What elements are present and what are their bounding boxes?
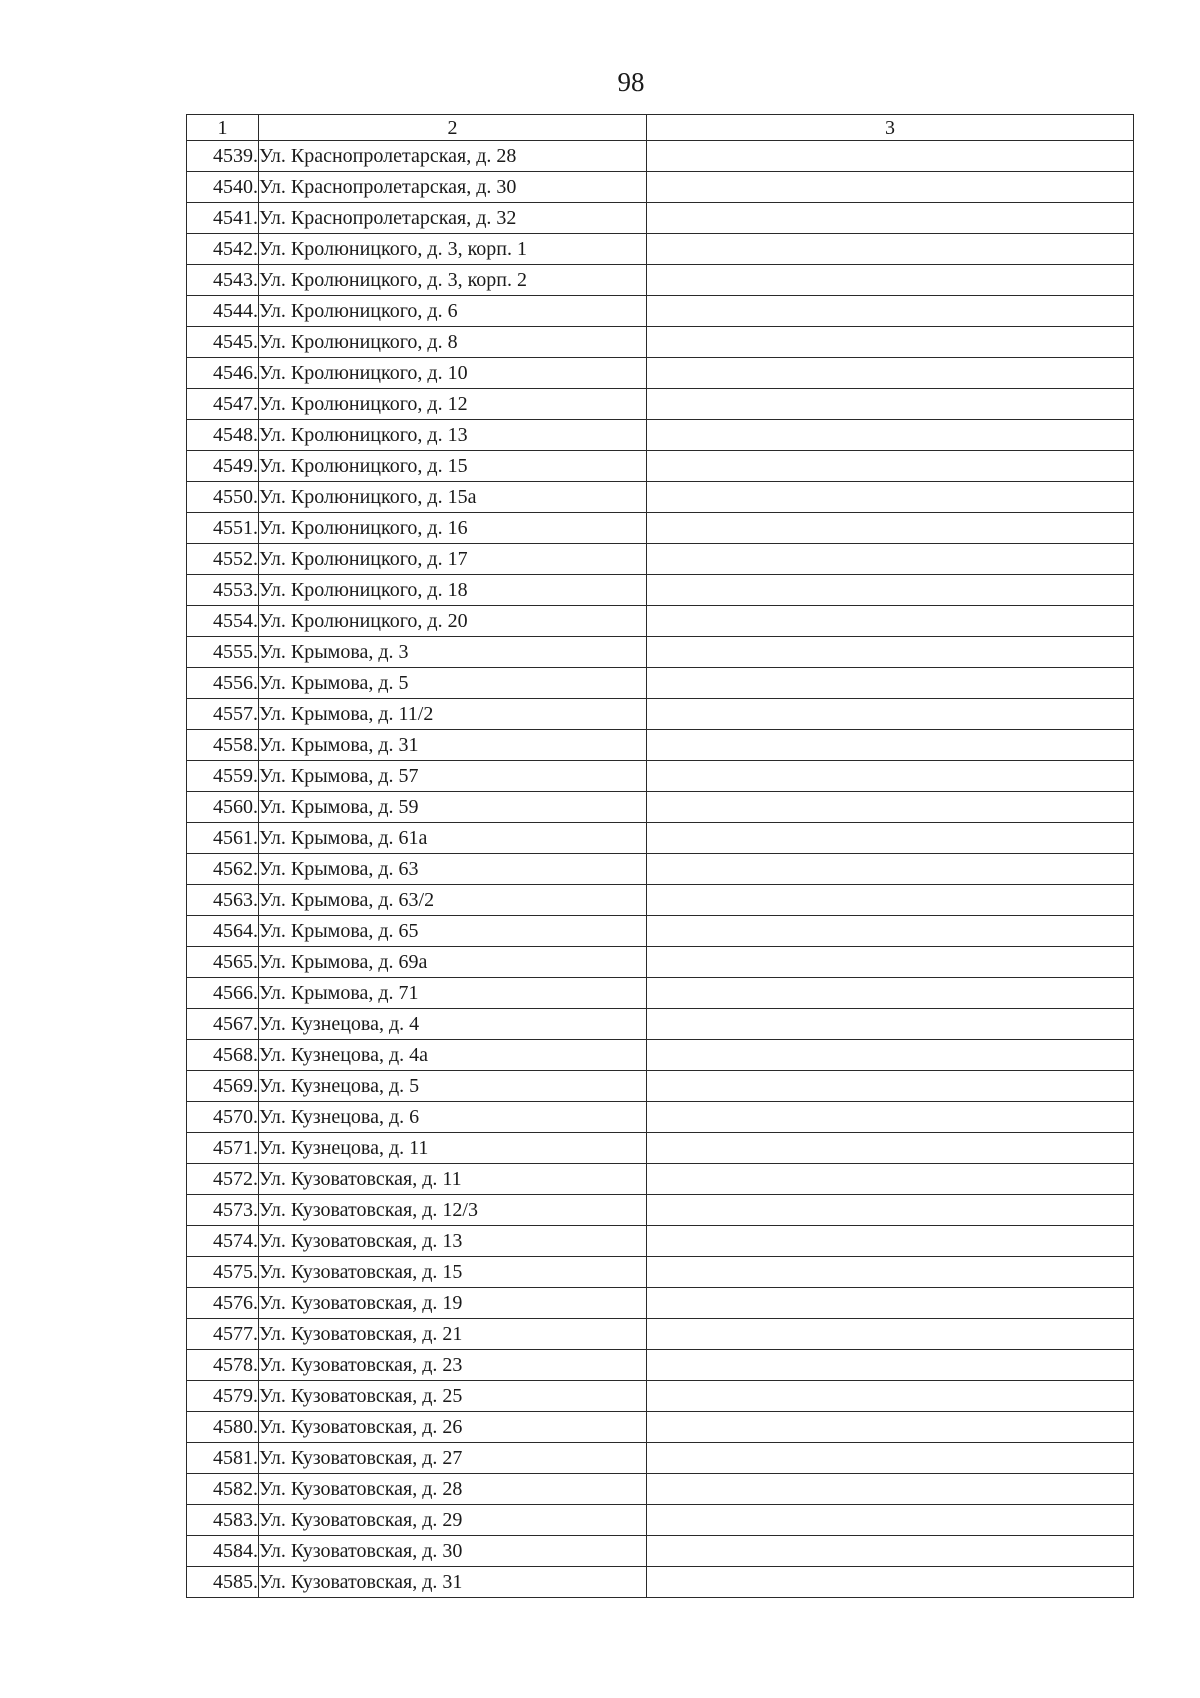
row-column-3 (647, 1412, 1134, 1443)
row-number: 4551. (187, 513, 259, 544)
table-row (187, 606, 1134, 637)
row-column-3 (647, 1288, 1134, 1319)
row-column-3 (647, 482, 1134, 513)
row-address: Ул. Кролюницкого, д. 3, корп. 1 (259, 234, 647, 265)
row-address: Ул. Кролюницкого, д. 3, корп. 2 (259, 265, 647, 296)
row-column-3 (647, 916, 1134, 947)
row-address: Ул. Кролюницкого, д. 17 (259, 544, 647, 575)
row-number: 4580. (187, 1412, 259, 1443)
row-number: 4568. (187, 1040, 259, 1071)
row-number: 4566. (187, 978, 259, 1009)
row-address: Ул. Кузоватовская, д. 28 (259, 1474, 647, 1505)
row-number: 4560. (187, 792, 259, 823)
row-number: 4583. (187, 1505, 259, 1536)
row-number: 4559. (187, 761, 259, 792)
row-number: 4565. (187, 947, 259, 978)
address-table (186, 114, 1134, 1598)
row-column-3 (647, 1350, 1134, 1381)
table-row (187, 575, 1134, 606)
row-column-3 (647, 730, 1134, 761)
row-address: Ул. Кролюницкого, д. 15а (259, 482, 647, 513)
table-row (187, 327, 1134, 358)
row-address: Ул. Кузнецова, д. 6 (259, 1102, 647, 1133)
row-address: Ул. Кузоватовская, д. 30 (259, 1536, 647, 1567)
row-address: Ул. Кузнецова, д. 4 (259, 1009, 647, 1040)
row-address: Ул. Кузоватовская, д. 25 (259, 1381, 647, 1412)
row-column-3 (647, 451, 1134, 482)
row-address: Ул. Крымова, д. 71 (259, 978, 647, 1009)
row-number: 4570. (187, 1102, 259, 1133)
row-column-3 (647, 1505, 1134, 1536)
row-column-3 (647, 327, 1134, 358)
table-row (187, 823, 1134, 854)
row-column-3 (647, 141, 1134, 172)
row-address: Ул. Кузоватовская, д. 11 (259, 1164, 647, 1195)
row-address: Ул. Кролюницкого, д. 18 (259, 575, 647, 606)
page-number: 98 (617, 67, 645, 97)
table-row (187, 730, 1134, 761)
row-number: 4553. (187, 575, 259, 606)
row-column-3 (647, 1071, 1134, 1102)
row-column-3 (647, 296, 1134, 327)
row-column-3 (647, 1195, 1134, 1226)
row-number: 4569. (187, 1071, 259, 1102)
table-header-row (187, 115, 1134, 141)
table-row (187, 141, 1134, 172)
table-row (187, 761, 1134, 792)
row-column-3 (647, 1319, 1134, 1350)
row-address: Ул. Кузоватовская, д. 29 (259, 1505, 647, 1536)
table-row (187, 234, 1134, 265)
row-number: 4546. (187, 358, 259, 389)
row-address: Ул. Кузоватовская, д. 26 (259, 1412, 647, 1443)
table-row (187, 482, 1134, 513)
row-number: 4567. (187, 1009, 259, 1040)
table-row (187, 637, 1134, 668)
table-row (187, 1102, 1134, 1133)
table-row (187, 1009, 1134, 1040)
row-column-3 (647, 358, 1134, 389)
row-column-3 (647, 1133, 1134, 1164)
row-number: 4562. (187, 854, 259, 885)
row-column-3 (647, 575, 1134, 606)
row-number: 4558. (187, 730, 259, 761)
row-address: Ул. Кузнецова, д. 11 (259, 1133, 647, 1164)
row-number: 4556. (187, 668, 259, 699)
row-number: 4577. (187, 1319, 259, 1350)
row-address: Ул. Кролюницкого, д. 6 (259, 296, 647, 327)
table-row (187, 513, 1134, 544)
row-column-3 (647, 823, 1134, 854)
row-address: Ул. Кролюницкого, д. 16 (259, 513, 647, 544)
row-column-3 (647, 668, 1134, 699)
row-column-3 (647, 1567, 1134, 1598)
table-body (187, 141, 1134, 1598)
row-column-3 (647, 947, 1134, 978)
table-row (187, 1257, 1134, 1288)
table-row (187, 358, 1134, 389)
row-number: 4582. (187, 1474, 259, 1505)
row-column-3 (647, 513, 1134, 544)
row-column-3 (647, 1536, 1134, 1567)
row-address: Ул. Крымова, д. 69а (259, 947, 647, 978)
row-address: Ул. Кролюницкого, д. 15 (259, 451, 647, 482)
row-number: 4547. (187, 389, 259, 420)
row-number: 4557. (187, 699, 259, 730)
row-address: Ул. Краснопролетарская, д. 30 (259, 172, 647, 203)
table-row (187, 451, 1134, 482)
row-address: Ул. Кузоватовская, д. 31 (259, 1567, 647, 1598)
row-column-3 (647, 1474, 1134, 1505)
row-number: 4539. (187, 141, 259, 172)
row-number: 4573. (187, 1195, 259, 1226)
row-number: 4578. (187, 1350, 259, 1381)
row-address: Ул. Крымова, д. 59 (259, 792, 647, 823)
table-row (187, 792, 1134, 823)
row-number: 4543. (187, 265, 259, 296)
row-address: Ул. Крымова, д. 65 (259, 916, 647, 947)
row-column-3 (647, 637, 1134, 668)
row-address: Ул. Крымова, д. 11/2 (259, 699, 647, 730)
row-number: 4540. (187, 172, 259, 203)
row-number: 4561. (187, 823, 259, 854)
row-address: Ул. Крымова, д. 63 (259, 854, 647, 885)
row-number: 4554. (187, 606, 259, 637)
table-row (187, 1381, 1134, 1412)
table-row (187, 978, 1134, 1009)
row-column-3 (647, 1164, 1134, 1195)
row-address: Ул. Кузоватовская, д. 27 (259, 1443, 647, 1474)
row-number: 4571. (187, 1133, 259, 1164)
row-column-3 (647, 854, 1134, 885)
row-number: 4579. (187, 1381, 259, 1412)
table-row (187, 947, 1134, 978)
row-number: 4541. (187, 203, 259, 234)
table-row (187, 265, 1134, 296)
row-column-3 (647, 761, 1134, 792)
row-address: Ул. Крымова, д. 3 (259, 637, 647, 668)
row-address: Ул. Кролюницкого, д. 12 (259, 389, 647, 420)
row-address: Ул. Кузнецова, д. 4а (259, 1040, 647, 1071)
row-number: 4572. (187, 1164, 259, 1195)
column-header-3: 3 (647, 115, 1134, 141)
row-number: 4584. (187, 1536, 259, 1567)
row-number: 4555. (187, 637, 259, 668)
row-column-3 (647, 420, 1134, 451)
table-row (187, 1474, 1134, 1505)
row-number: 4549. (187, 451, 259, 482)
row-number: 4545. (187, 327, 259, 358)
table-row (187, 854, 1134, 885)
table-row (187, 1133, 1134, 1164)
row-address: Ул. Крымова, д. 63/2 (259, 885, 647, 916)
row-address: Ул. Кузоватовская, д. 15 (259, 1257, 647, 1288)
row-address: Ул. Кузнецова, д. 5 (259, 1071, 647, 1102)
row-column-3 (647, 172, 1134, 203)
row-number: 4581. (187, 1443, 259, 1474)
table-row (187, 668, 1134, 699)
row-address: Ул. Краснопролетарская, д. 32 (259, 203, 647, 234)
row-number: 4542. (187, 234, 259, 265)
row-number: 4585. (187, 1567, 259, 1598)
table-row (187, 916, 1134, 947)
row-column-3 (647, 699, 1134, 730)
row-column-3 (647, 1257, 1134, 1288)
table-row (187, 203, 1134, 234)
row-number: 4564. (187, 916, 259, 947)
row-column-3 (647, 885, 1134, 916)
row-column-3 (647, 234, 1134, 265)
row-column-3 (647, 1040, 1134, 1071)
table-row (187, 1505, 1134, 1536)
table-row (187, 389, 1134, 420)
row-address: Ул. Кролюницкого, д. 20 (259, 606, 647, 637)
row-address: Ул. Кролюницкого, д. 10 (259, 358, 647, 389)
row-number: 4576. (187, 1288, 259, 1319)
column-header-2: 2 (259, 115, 647, 141)
table-row (187, 1288, 1134, 1319)
row-address: Ул. Краснопролетарская, д. 28 (259, 141, 647, 172)
row-address: Ул. Кузоватовская, д. 12/3 (259, 1195, 647, 1226)
table-row (187, 699, 1134, 730)
table-row (187, 1536, 1134, 1567)
table-row (187, 1567, 1134, 1598)
row-column-3 (647, 1102, 1134, 1133)
row-column-3 (647, 389, 1134, 420)
row-column-3 (647, 1226, 1134, 1257)
row-number: 4550. (187, 482, 259, 513)
row-number: 4574. (187, 1226, 259, 1257)
row-address: Ул. Кузоватовская, д. 19 (259, 1288, 647, 1319)
row-address: Ул. Крымова, д. 57 (259, 761, 647, 792)
table-row (187, 296, 1134, 327)
table-row (187, 172, 1134, 203)
row-address: Ул. Кролюницкого, д. 8 (259, 327, 647, 358)
table-row (187, 1319, 1134, 1350)
row-address: Ул. Кузоватовская, д. 23 (259, 1350, 647, 1381)
row-column-3 (647, 1443, 1134, 1474)
table-row (187, 1443, 1134, 1474)
table-row (187, 1195, 1134, 1226)
table-row (187, 1071, 1134, 1102)
row-number: 4552. (187, 544, 259, 575)
row-address: Ул. Кузоватовская, д. 21 (259, 1319, 647, 1350)
table-row (187, 1164, 1134, 1195)
column-header-1: 1 (187, 115, 259, 141)
table-row (187, 544, 1134, 575)
row-address: Ул. Крымова, д. 31 (259, 730, 647, 761)
row-column-3 (647, 978, 1134, 1009)
row-number: 4548. (187, 420, 259, 451)
table-row (187, 1040, 1134, 1071)
row-column-3 (647, 265, 1134, 296)
row-column-3 (647, 606, 1134, 637)
row-column-3 (647, 792, 1134, 823)
row-number: 4563. (187, 885, 259, 916)
row-address: Ул. Кузоватовская, д. 13 (259, 1226, 647, 1257)
table-row (187, 1350, 1134, 1381)
row-address: Ул. Крымова, д. 61а (259, 823, 647, 854)
row-column-3 (647, 544, 1134, 575)
table-row (187, 1412, 1134, 1443)
row-column-3 (647, 203, 1134, 234)
row-number: 4544. (187, 296, 259, 327)
row-column-3 (647, 1009, 1134, 1040)
row-address: Ул. Кролюницкого, д. 13 (259, 420, 647, 451)
table-row (187, 885, 1134, 916)
row-address: Ул. Крымова, д. 5 (259, 668, 647, 699)
row-number: 4575. (187, 1257, 259, 1288)
row-column-3 (647, 1381, 1134, 1412)
table-row (187, 1226, 1134, 1257)
table-row (187, 420, 1134, 451)
